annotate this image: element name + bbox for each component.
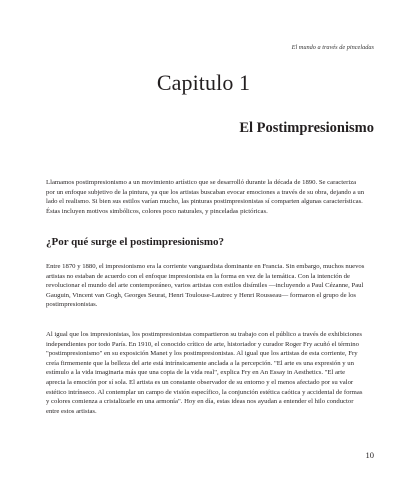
- chapter-title: Capitulo 1: [156, 70, 251, 95]
- subsection-heading: ¿Por qué surge el postimpresionismo?: [46, 236, 225, 248]
- body-paragraph-1: Entre 1870 y 1880, el impresionismo era la corriente vanguardista dominante en Francia. Sin embargo, muchos nuevos artistas no estaban de acuerdo con el enfoque impresionista en la forma en vez de la temática. Con la intención de revolucionar el mundo del arte contemporáneo, varios artistas con estilos disímiles —incluyendo a Paul Cézanne, Paul Gauguin, Vincent van Gogh, Georges Seurat, Henri Toulouse-Lautrec y Henri Rousseau— formaron el grupo de los postimpresionistas.: [46, 263, 365, 309]
- intro-paragraph: Llamamos postimpresionismo a un movimiento artístico que se desarrolló durante la década de 1890. Se caracteriza por un enfoque subjetivo de la pintura, ya que los artistas buscaban evocar emociones a través de su obra, dejando a un lado el realismo. Si bien sus estilos varían mucho, las pinturas postimpresionistas sí comparten algunas características. Éstas incluyen motivos simbólicos, colores poco naturales, y pinceladas pictóricas.: [46, 179, 365, 215]
- page-number: 10: [365, 450, 374, 460]
- body-paragraph-2: Al igual que los impresionistas, los postimpresionistas compartieron su trabajo con el público a través de exhibiciones independientes por todo París. En 1910, el conocido crítico de arte, historiador y curador Roger Fry acuñó el término "postimpresionismo" en su exposición Manet y los postimpresionistas. Al igual que los artistas de esta corriente, Fry creía firmemente que la belleza del arte está intrínsicamente anclada a la percepción. "El arte es una expresión y un estímulo a la vida imaginaria más que una copia de la vida real", explica Fry en An Essay in Aesthetics. "El arte aprecia la emoción por sí sola. El artista es un constante observador de su entorno y el menos afectado por su valor estético intrínseco. Al contemplar un campo de visión específico, la conjunción estética caótica y accidental de formas y colores comienza a cristalizarle en una armonía". Hoy en día, estas ideas nos ayudan a entender el hilo conductor entre estos artistas.: [46, 331, 363, 415]
- section-title: El Postimpresionismo: [239, 120, 374, 136]
- running-header: El mundo a través de pinceladas: [291, 44, 374, 51]
